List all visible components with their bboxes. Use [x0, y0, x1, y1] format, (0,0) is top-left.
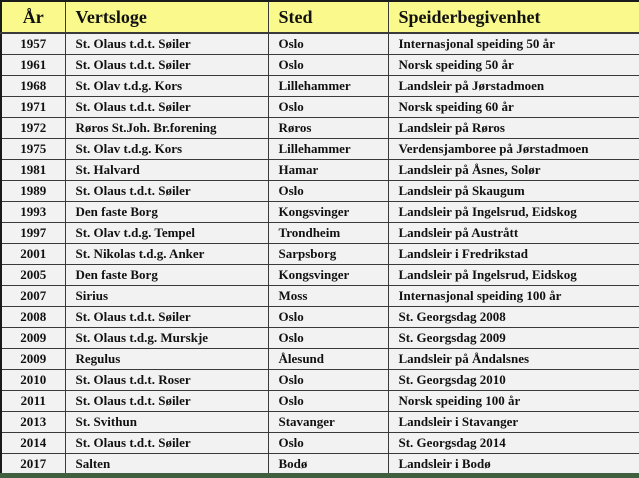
cell-place: Lillehammer	[268, 139, 388, 160]
cell-place: Oslo	[268, 328, 388, 349]
cell-place: Kongsvinger	[268, 202, 388, 223]
cell-scout-event: St. Georgsdag 2010	[388, 370, 639, 391]
cell-year: 2001	[1, 244, 65, 265]
table-row	[1, 244, 639, 265]
cell-place: Oslo	[268, 97, 388, 118]
cell-host-lodge: St. Olaus t.d.t. Søiler	[65, 307, 268, 328]
cell-scout-event: St. Georgsdag 2009	[388, 328, 639, 349]
cell-place: Oslo	[268, 181, 388, 202]
cell-place: Oslo	[268, 433, 388, 454]
cell-host-lodge: St. Olav t.d.g. Kors	[65, 139, 268, 160]
cell-scout-event: Landsleir i Fredrikstad	[388, 244, 639, 265]
cell-host-lodge: Regulus	[65, 349, 268, 370]
table-row	[1, 265, 639, 286]
cell-host-lodge: St. Olaus t.d.g. Murskje	[65, 328, 268, 349]
cell-year: 2007	[1, 286, 65, 307]
cell-year: 1981	[1, 160, 65, 181]
cell-year: 1968	[1, 76, 65, 97]
cell-scout-event: Landsleir på Åndalsnes	[388, 349, 639, 370]
cell-year: 2013	[1, 412, 65, 433]
cell-year: 2008	[1, 307, 65, 328]
cell-place: Oslo	[268, 391, 388, 412]
cell-host-lodge: Salten	[65, 454, 268, 476]
table-row	[1, 328, 639, 349]
cell-host-lodge: Den faste Borg	[65, 202, 268, 223]
cell-host-lodge: St. Olaus t.d.t. Søiler	[65, 181, 268, 202]
cell-host-lodge: St. Halvard	[65, 160, 268, 181]
cell-scout-event: Landsleir på Røros	[388, 118, 639, 139]
table-row	[1, 223, 639, 244]
header-year: År	[1, 1, 65, 33]
cell-year: 1957	[1, 33, 65, 55]
header-row	[1, 1, 639, 33]
cell-year: 2011	[1, 391, 65, 412]
table-row	[1, 391, 639, 412]
cell-scout-event: Norsk speiding 100 år	[388, 391, 639, 412]
header-place: Sted	[268, 1, 388, 33]
cell-place: Trondheim	[268, 223, 388, 244]
cell-scout-event: Verdensjamboree på Jørstadmoen	[388, 139, 639, 160]
table-row	[1, 160, 639, 181]
cell-scout-event: Internasjonal speiding 50 år	[388, 33, 639, 55]
table-row	[1, 454, 639, 476]
cell-place: Kongsvinger	[268, 265, 388, 286]
cell-host-lodge: St. Svithun	[65, 412, 268, 433]
cell-year: 2005	[1, 265, 65, 286]
cell-host-lodge: St. Olaus t.d.t. Søiler	[65, 33, 268, 55]
cell-scout-event: St. Georgsdag 2008	[388, 307, 639, 328]
cell-place: Bodø	[268, 454, 388, 476]
cell-year: 2014	[1, 433, 65, 454]
table-row	[1, 370, 639, 391]
cell-scout-event: Norsk speiding 50 år	[388, 55, 639, 76]
cell-host-lodge: St. Olaus t.d.t. Søiler	[65, 55, 268, 76]
table-row	[1, 286, 639, 307]
table-row	[1, 349, 639, 370]
table-row	[1, 76, 639, 97]
cell-place: Sarpsborg	[268, 244, 388, 265]
cell-host-lodge: St. Olaus t.d.t. Søiler	[65, 433, 268, 454]
cell-scout-event: Landsleir på Austrått	[388, 223, 639, 244]
cell-year: 1997	[1, 223, 65, 244]
cell-place: Røros	[268, 118, 388, 139]
header-host-lodge: Vertsloge	[65, 1, 268, 33]
cell-host-lodge: St. Olaus t.d.t. Roser	[65, 370, 268, 391]
cell-scout-event: Internasjonal speiding 100 år	[388, 286, 639, 307]
cell-year: 1993	[1, 202, 65, 223]
table-row	[1, 181, 639, 202]
cell-place: Stavanger	[268, 412, 388, 433]
cell-scout-event: Landsleir på Ingelsrud, Eidskog	[388, 265, 639, 286]
cell-year: 2010	[1, 370, 65, 391]
cell-place: Hamar	[268, 160, 388, 181]
cell-place: Oslo	[268, 33, 388, 55]
cell-place: Ålesund	[268, 349, 388, 370]
table-row	[1, 33, 639, 55]
cell-year: 2009	[1, 328, 65, 349]
cell-year: 1961	[1, 55, 65, 76]
cell-host-lodge: Røros St.Joh. Br.forening	[65, 118, 268, 139]
cell-year: 1971	[1, 97, 65, 118]
cell-host-lodge: St. Olav t.d.g. Kors	[65, 76, 268, 97]
cell-scout-event: Landsleir i Stavanger	[388, 412, 639, 433]
table-row	[1, 97, 639, 118]
cell-year: 2009	[1, 349, 65, 370]
cell-year: 1989	[1, 181, 65, 202]
table-row	[1, 307, 639, 328]
cell-host-lodge: St. Olav t.d.g. Tempel	[65, 223, 268, 244]
cell-scout-event: Landsleir på Ingelsrud, Eidskog	[388, 202, 639, 223]
table-row	[1, 118, 639, 139]
cell-year: 1972	[1, 118, 65, 139]
table-row	[1, 433, 639, 454]
table-row	[1, 202, 639, 223]
header-scout-event: Speiderbegivenhet	[388, 1, 639, 33]
cell-host-lodge: St. Olaus t.d.t. Søiler	[65, 97, 268, 118]
cell-host-lodge: St. Olaus t.d.t. Søiler	[65, 391, 268, 412]
cell-host-lodge: St. Nikolas t.d.g. Anker	[65, 244, 268, 265]
table-row	[1, 412, 639, 433]
cell-place: Lillehammer	[268, 76, 388, 97]
table-row	[1, 55, 639, 76]
cell-place: Oslo	[268, 55, 388, 76]
bottom-strip	[0, 473, 639, 478]
cell-scout-event: Landsleir på Jørstadmoen	[388, 76, 639, 97]
cell-host-lodge: Sirius	[65, 286, 268, 307]
cell-host-lodge: Den faste Borg	[65, 265, 268, 286]
cell-place: Oslo	[268, 307, 388, 328]
cell-place: Oslo	[268, 370, 388, 391]
cell-scout-event: Landsleir i Bodø	[388, 454, 639, 476]
cell-year: 2017	[1, 454, 65, 476]
cell-scout-event: Landsleir på Åsnes, Solør	[388, 160, 639, 181]
cell-place: Moss	[268, 286, 388, 307]
cell-scout-event: St. Georgsdag 2014	[388, 433, 639, 454]
cell-scout-event: Norsk speiding 60 år	[388, 97, 639, 118]
cell-scout-event: Landsleir på Skaugum	[388, 181, 639, 202]
cell-year: 1975	[1, 139, 65, 160]
table-row	[1, 139, 639, 160]
